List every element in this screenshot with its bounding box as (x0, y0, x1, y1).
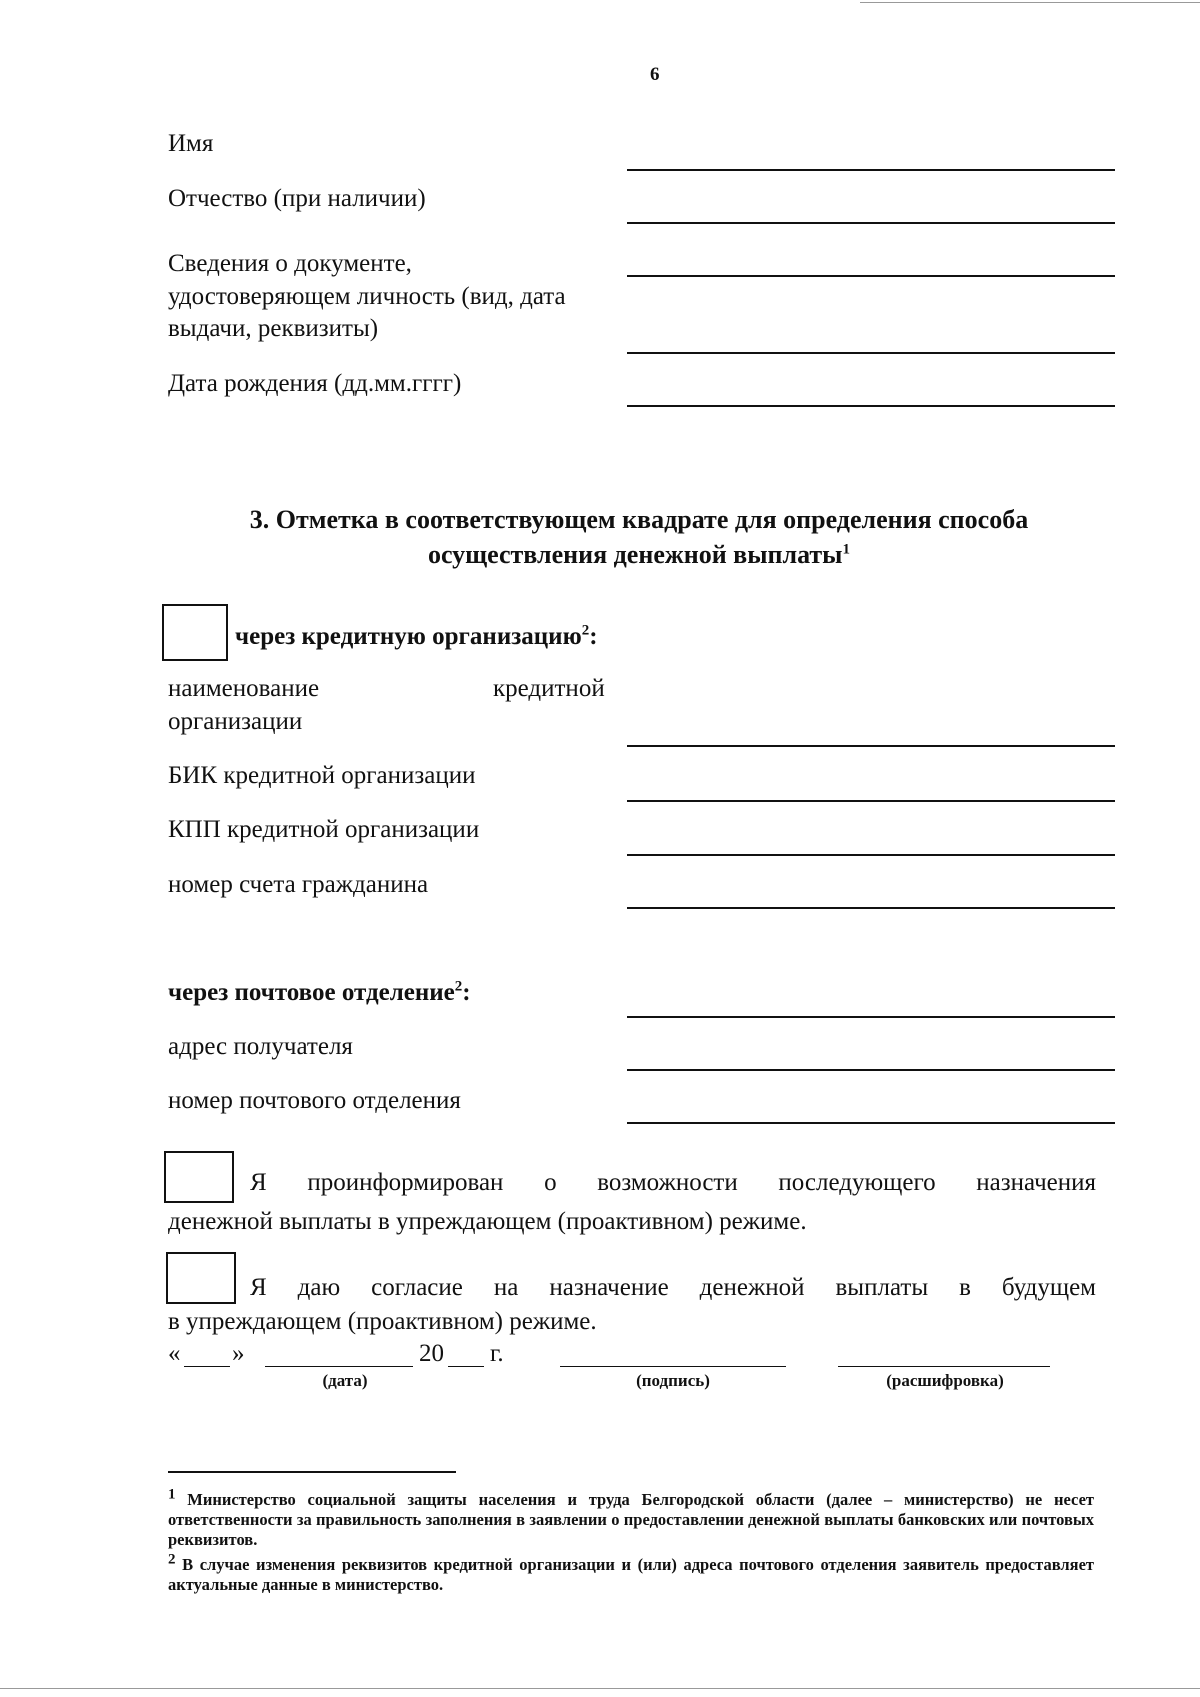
footnote-ref-1: 1 (842, 541, 850, 558)
date-year-suffix: г. (490, 1340, 504, 1367)
field-label-kpp: КПП кредитной организации (168, 816, 480, 843)
date-year-prefix: 20 (419, 1340, 444, 1367)
footnote-ref-2: 2 (581, 622, 590, 639)
informed-text-line1: Я проинформирован о возможности последующего назначения (250, 1169, 1096, 1196)
checkbox-informed[interactable] (164, 1151, 234, 1203)
footnote-ref-2b: 2 (454, 978, 463, 995)
date-month-line[interactable] (265, 1366, 413, 1367)
checkbox-credit-org[interactable] (162, 604, 228, 661)
field-label-id-doc-2: удостоверяющем личность (вид, дата (168, 283, 566, 310)
footnote-1-number: 1 (168, 1486, 176, 1503)
field-line-id-doc-2[interactable] (627, 352, 1115, 354)
footnote-1 (168, 1486, 1095, 1550)
field-line-account[interactable] (627, 907, 1115, 909)
field-label-bank-name-3: организации (168, 708, 303, 735)
field-label-birthdate: Дата рождения (дд.мм.гггг) (168, 370, 462, 397)
field-label-id-doc-1: Сведения о документе, (168, 250, 412, 277)
consent-text-line1: Я даю согласие на назначение денежной выплаты в будущем (250, 1274, 1096, 1301)
date-day-line[interactable] (184, 1366, 230, 1367)
footnote-separator (168, 1471, 456, 1473)
signature-line[interactable] (560, 1366, 786, 1367)
field-line-kpp[interactable] (627, 854, 1115, 856)
footnote-2-number: 2 (168, 1551, 176, 1568)
section3-title-line2: осуществления денежной выплаты$^1$ (427, 540, 850, 569)
field-line-patronymic[interactable] (627, 222, 1115, 224)
scan-edge-bottom (0, 1688, 1200, 1689)
scan-edge-top (860, 2, 1200, 3)
checkbox-consent[interactable] (166, 1252, 236, 1304)
post-heading: через почтовое отделение$^2$: (168, 978, 471, 1006)
footnote-2 (168, 1551, 1094, 1595)
field-line-address[interactable] (627, 1069, 1115, 1071)
field-label-id-doc-3: выдачи, реквизиты) (168, 315, 379, 342)
field-line-bank-name[interactable] (627, 745, 1115, 747)
informed-text-line2: денежной выплаты в упреждающем (проактивном) режиме. (168, 1208, 807, 1235)
field-line-name[interactable] (627, 169, 1115, 171)
footnote-2-text: В случае изменения реквизитов кредитной организации и (или) адреса почтового отделения заявитель предоставляет актуальные данные в министерство. (168, 1555, 1094, 1594)
page-number: 6 (650, 64, 660, 85)
consent-text-line2: в упреждающем (проактивном) режиме. (168, 1308, 597, 1335)
date-quote-open: « (168, 1340, 181, 1367)
field-line-birthdate[interactable] (627, 405, 1115, 407)
field-label-bik: БИК кредитной организации (168, 762, 476, 789)
footnote-1-text: Министерство социальной защиты населения и труда Белгородской области (далее – министерство) не несет ответственности за правильность заполнения в заявлении о предоставлении денежной выплаты банковских или почтовых реквизитов. (168, 1490, 1095, 1549)
section3-title (160, 502, 1118, 572)
decode-line[interactable] (838, 1366, 1050, 1367)
field-label-address: адрес получателя (168, 1033, 353, 1060)
field-label-account: номер счета гражданина (168, 871, 429, 898)
date-year-line[interactable] (448, 1366, 484, 1367)
date-caption: (дата) (322, 1371, 368, 1390)
date-quote-close: » (232, 1340, 245, 1367)
credit-org-heading: через кредитную организацию$^2$: (235, 622, 598, 650)
section3-title-line1: 3. Отметка в соответствующем квадрате для определения способа (249, 505, 1029, 534)
signature-caption: (подпись) (636, 1371, 710, 1390)
field-line-post[interactable] (627, 1016, 1115, 1018)
field-label-name: Имя (168, 130, 214, 157)
field-line-id-doc-1[interactable] (627, 275, 1115, 277)
field-label-bank-name-2: кредитной (493, 675, 605, 702)
field-line-post-office[interactable] (627, 1122, 1115, 1124)
field-label-patronymic: Отчество (при наличии) (168, 185, 426, 212)
field-label-bank-name-1: наименование (168, 675, 320, 702)
field-line-bik[interactable] (627, 800, 1115, 802)
decode-caption: (расшифровка) (886, 1371, 1004, 1390)
field-label-post-office: номер почтового отделения (168, 1087, 461, 1114)
